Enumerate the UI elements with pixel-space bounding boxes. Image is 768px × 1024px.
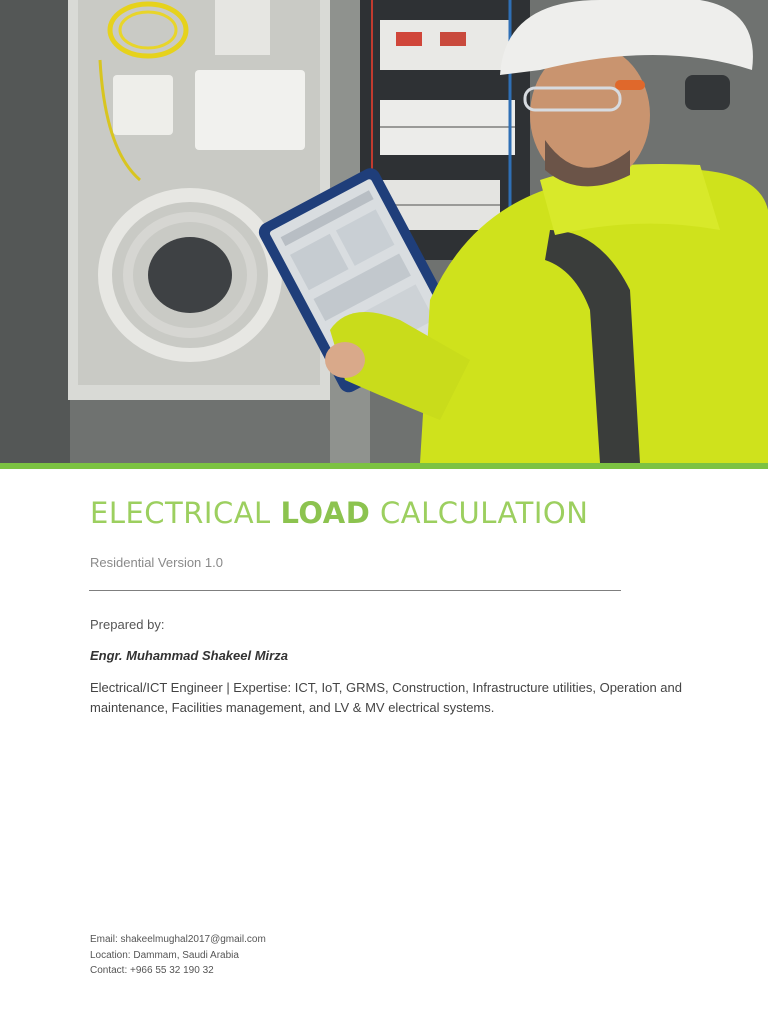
contact-email: Email: shakeelmughal2017@gmail.com bbox=[90, 934, 266, 945]
author-name: Engr. Muhammad Shakeel Mirza bbox=[90, 648, 288, 663]
document-subtitle: Residential Version 1.0 bbox=[90, 555, 223, 570]
author-bio: Electrical/ICT Engineer | Expertise: ICT, IoT, GRMS, Construction, Infrastructure utilities, Operation and maintenance, Facilities management, and LV & MV electrical systems. bbox=[90, 680, 682, 715]
accent-bar bbox=[0, 463, 768, 469]
contact-phone: Contact: +966 55 32 190 32 bbox=[90, 965, 214, 976]
hero-photo bbox=[0, 0, 768, 463]
document-title bbox=[90, 496, 588, 530]
divider bbox=[89, 590, 621, 591]
contact-location: Location: Dammam, Saudi Arabia bbox=[90, 949, 239, 961]
title-part-2: LOAD bbox=[280, 496, 371, 530]
contact-block bbox=[90, 932, 266, 979]
title-part-1: ELECTRICAL bbox=[90, 496, 281, 530]
prepared-by-label: Prepared by: bbox=[90, 617, 165, 632]
electrician-illustration bbox=[0, 0, 768, 463]
title-part-3: CALCULATION bbox=[370, 496, 589, 530]
